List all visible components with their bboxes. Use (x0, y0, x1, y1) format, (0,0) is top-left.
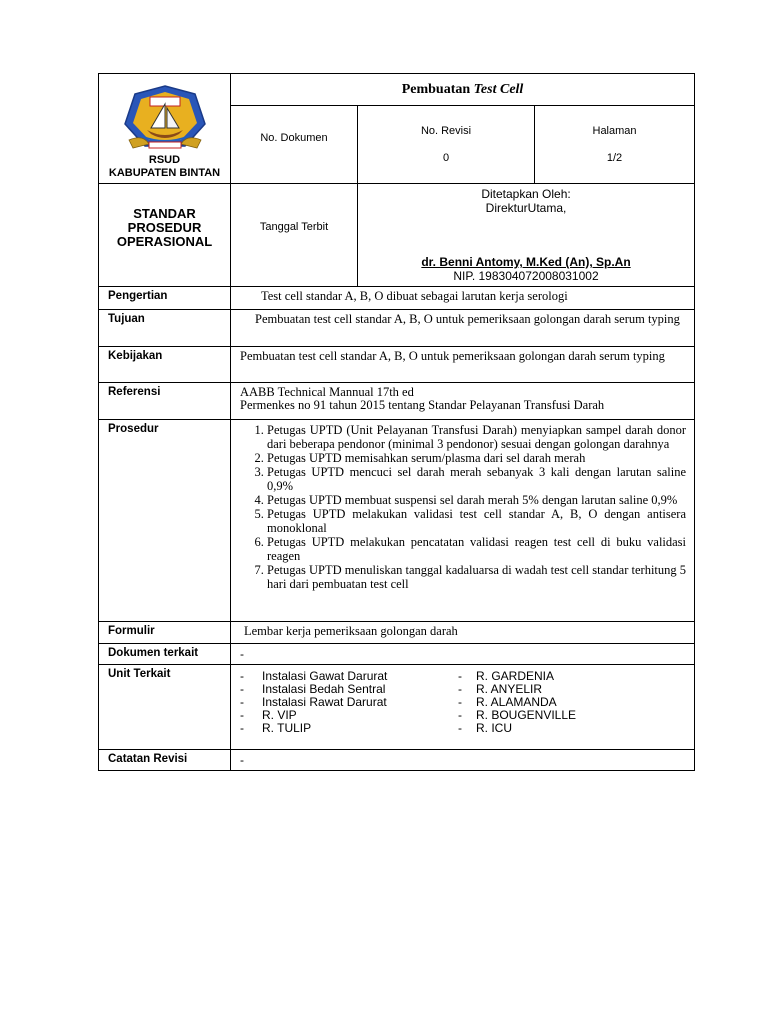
referensi-line1: AABB Technical Mannual 17th ed (240, 385, 414, 399)
sop-table (98, 73, 695, 771)
formulir-label: Formulir (99, 622, 231, 644)
prosedur-step: 7. Petugas UPTD menuliskan tanggal kadaluarsa di wadah test cell standar terhitung 5 hari dari pembuatan test cell (267, 563, 686, 591)
catatan-revisi-label: Catatan Revisi (99, 750, 231, 771)
prosedur-step: 3. Petugas UPTD mencuci sel darah merah sebanyak 3 kali dengan larutan saline 0,9% (267, 465, 686, 493)
no-revisi-value: 0 (442, 152, 450, 164)
kebijakan-label: Kebijakan (99, 347, 231, 383)
pengertian-text: Test cell standar A, B, O dibuat sebagai larutan kerja serologi (231, 287, 695, 310)
sop-line2: PROSEDUR (127, 220, 202, 235)
unit-item: - R. TULIP (240, 721, 312, 735)
sop-heading-cell (99, 184, 231, 287)
signer-name: dr. Benni Antomy, M.Ked (An), Sp.An (421, 255, 631, 269)
unit-item: - R. ICU (458, 721, 512, 735)
unit-item: - R. ALAMANDA (458, 695, 557, 709)
org-line2: KABUPATEN BINTAN (108, 167, 221, 179)
referensi-cell (231, 383, 695, 420)
tujuan-label: Tujuan (99, 310, 231, 347)
unit-terkait-label: Unit Terkait (99, 665, 231, 750)
unit-terkait-cell (231, 665, 695, 750)
prosedur-steps (240, 423, 686, 591)
org-line1: RSUD (148, 154, 181, 166)
tanggal-terbit-label: Tanggal Terbit (259, 221, 329, 233)
unit-list-left (240, 670, 458, 735)
sop-line1: STANDAR (133, 206, 196, 221)
prosedur-step: 5. Petugas UPTD melakukan validasi test cell standar A, B, O dengan antisera monoklonal (267, 507, 686, 535)
unit-item: - R. GARDENIA (458, 669, 555, 683)
prosedur-label: Prosedur (99, 420, 231, 622)
prosedur-step: 4. Petugas UPTD membuat suspensi sel darah merah 5% dengan larutan saline 0,9% (267, 493, 686, 507)
ditetapkan-line2: DirekturUtama, (485, 201, 567, 215)
no-revisi-label: No. Revisi (420, 125, 472, 137)
formulir-text: Lembar kerja pemeriksaan golongan darah (231, 622, 695, 644)
halaman-label: Halaman (592, 125, 637, 137)
prosedur-step: 1. Petugas UPTD (Unit Pelayanan Transfusi Darah) menyiapkan sampel darah donor dari beberapa pendonor (minimal 3 pendonor) sesuai dengan golongan darahnya (267, 423, 686, 451)
dokumen-terkait-label: Dokumen terkait (99, 644, 231, 665)
unit-item: - Instalasi Gawat Darurat (240, 669, 388, 683)
unit-item: - Instalasi Rawat Darurat (240, 695, 387, 709)
rsud-logo-icon (123, 84, 207, 150)
sop-document (98, 73, 694, 771)
unit-item: - R. BOUGENVILLE (458, 708, 577, 722)
prosedur-cell (231, 420, 695, 622)
unit-item: - Instalasi Bedah Sentral (240, 682, 386, 696)
title-plain: Pembuatan (401, 82, 474, 97)
halaman-cell (535, 106, 695, 184)
document-title (231, 74, 695, 106)
ditetapkan-line1: Ditetapkan Oleh: (481, 187, 571, 201)
tujuan-text: Pembuatan test cell standar A, B, O untuk pemeriksaan golongan darah serum typing (231, 310, 695, 347)
pengertian-label: Pengertian (99, 287, 231, 310)
referensi-label: Referensi (99, 383, 231, 420)
referensi-line2: Permenkes no 91 tahun 2015 tentang Standar Pelayanan Transfusi Darah (240, 398, 605, 412)
unit-list-right (458, 670, 618, 735)
title-italic: Test Cell (473, 82, 524, 97)
logo-cell (99, 74, 231, 184)
unit-item: - R. VIP (240, 708, 297, 722)
prosedur-step: 2. Petugas UPTD memisahkan serum/plasma dari sel darah merah (267, 451, 686, 465)
sop-line3: OPERASIONAL (116, 234, 213, 249)
unit-item: - R. ANYELIR (458, 682, 543, 696)
kebijakan-text: Pembuatan test cell standar A, B, O untuk pemeriksaan golongan darah serum typing (231, 347, 695, 383)
no-dokumen-label: No. Dokumen (260, 132, 328, 144)
no-revisi-cell (358, 106, 535, 184)
prosedur-step: 6. Petugas UPTD melakukan pencatatan validasi reagen test cell di buku validasi reagen (267, 535, 686, 563)
no-dokumen-cell (231, 106, 358, 184)
signer-nip: NIP. 198304072008031002 (453, 269, 599, 283)
halaman-value: 1/2 (606, 152, 623, 164)
ditetapkan-cell (358, 184, 695, 287)
tanggal-terbit-cell (231, 184, 358, 287)
dokumen-terkait-text: - (231, 644, 695, 665)
catatan-revisi-text: - (231, 750, 695, 771)
